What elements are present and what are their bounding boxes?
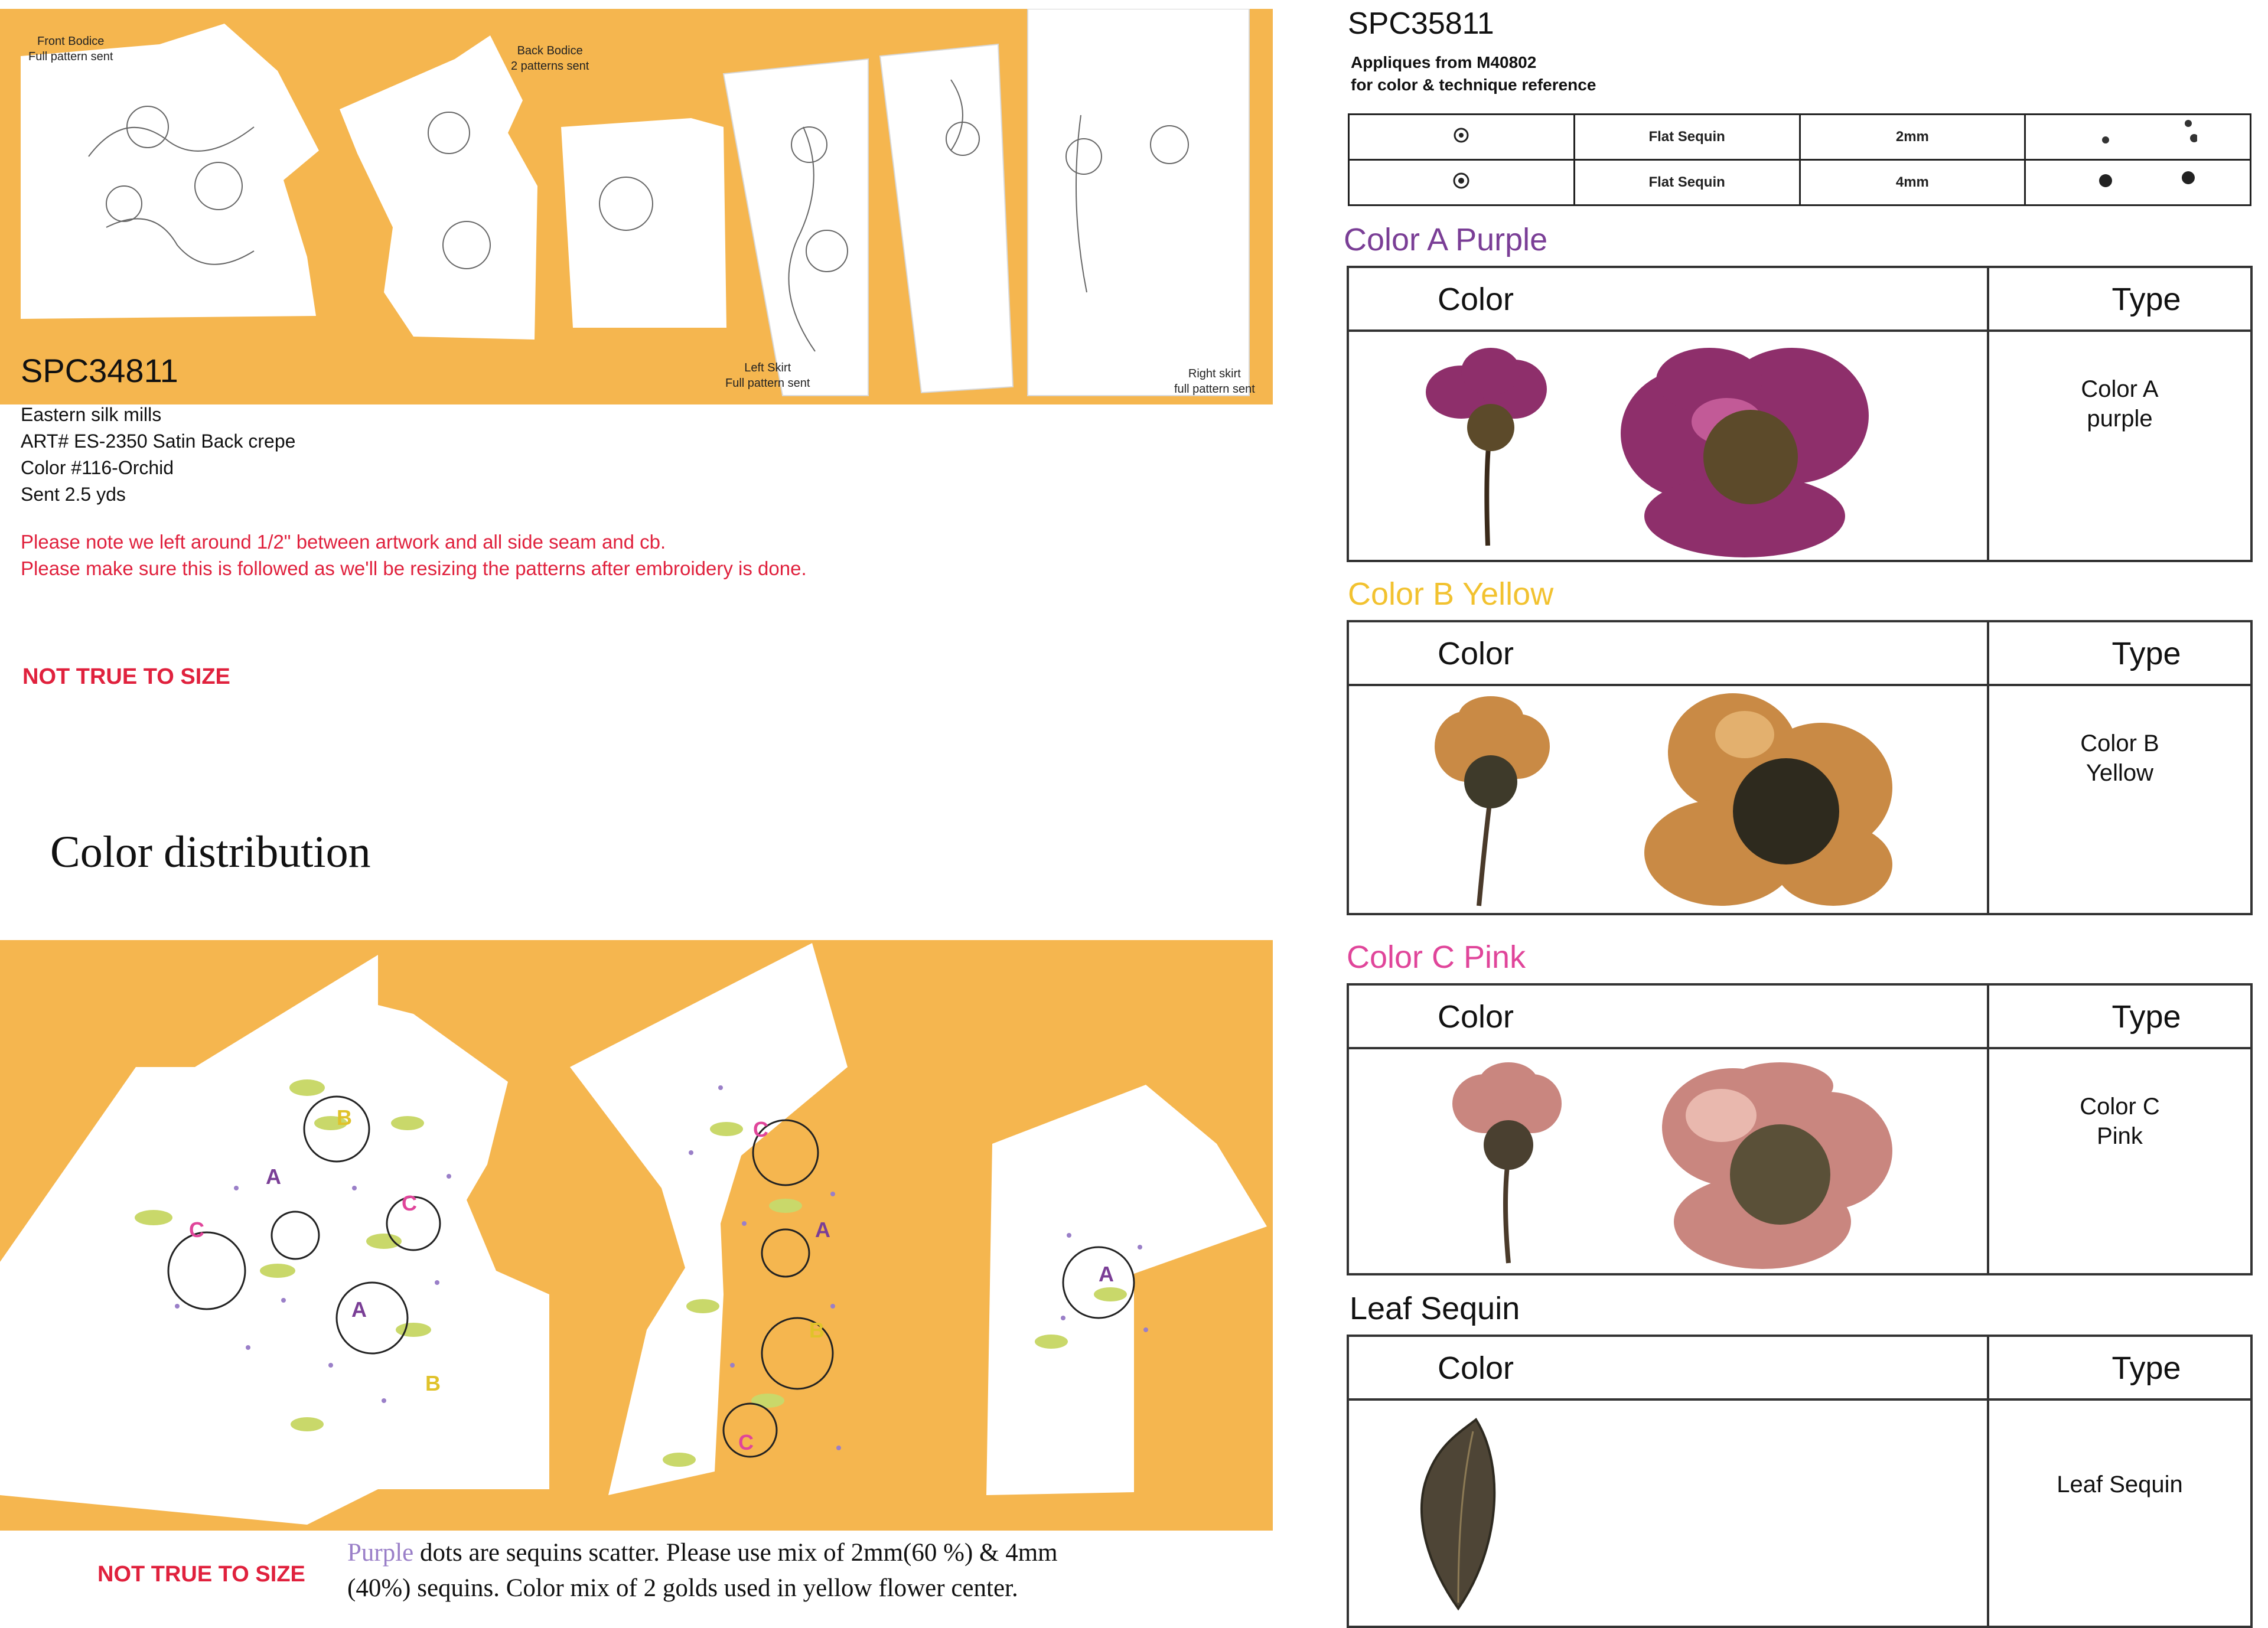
sequin-scatter-note [347, 1535, 1198, 1606]
header-type: Type [2111, 1350, 2181, 1386]
marker-a: A [351, 1297, 367, 1322]
marker-c: C [738, 1430, 754, 1454]
marker-b: B [425, 1371, 441, 1395]
section-a-title: Color A Purple [1344, 222, 1548, 257]
header-color: Color [1438, 999, 1514, 1035]
not-true-to-size-bottom: NOT TRUE TO SIZE [97, 1562, 305, 1587]
sequin-sample-cell [2025, 160, 2251, 205]
sequin-row [1349, 160, 2251, 205]
marker-c: C [753, 1117, 768, 1141]
sequin-size: 2mm [1800, 115, 2025, 160]
fabric-art: ART# ES-2350 Satin Back crepe [21, 430, 296, 452]
style-code: SPC34811 [21, 352, 178, 389]
type-value: Color B Yellow [2080, 730, 2159, 786]
color-distribution-panel [0, 940, 1273, 1531]
sequin-sample-cell [2025, 115, 2251, 160]
sequin-2mm-sample-icon [2079, 118, 2197, 153]
note-purple-word: Purple [347, 1539, 414, 1567]
back-bodice-piece [340, 35, 537, 340]
type-value: Color A purple [2081, 376, 2159, 432]
right-skirt-label: Right skirt full pattern sent [1174, 367, 1255, 396]
marker-a: A [1099, 1262, 1114, 1286]
color-a-appliques [1414, 345, 1934, 557]
color-distribution-title: Color distribution [50, 827, 371, 877]
seam-note-2: Please make sure this is followed as we'll be resizing the patterns after embroidery is done. [21, 557, 807, 579]
note-line-2: (40%) sequins. Color mix of 2 golds used in yellow flower center. [347, 1574, 1018, 1602]
fabric-sent: Sent 2.5 yds [21, 484, 126, 505]
back-bodice-label: Back Bodice 2 patterns sent [511, 44, 589, 73]
sequin-4mm-icon [1452, 172, 1470, 190]
type-value: Color C Pink [2080, 1094, 2160, 1149]
sequin-size: 4mm [1800, 160, 2025, 205]
sequin-row [1349, 115, 2251, 160]
not-true-to-size-top: NOT TRUE TO SIZE [22, 664, 230, 689]
color-b-table [1347, 620, 2253, 915]
marker-a: A [815, 1218, 830, 1242]
front-bodice-distribution [0, 955, 549, 1525]
sequin-4mm-sample-icon [2079, 166, 2197, 195]
spec-code: SPC35811 [1348, 6, 1494, 41]
header-color: Color [1438, 282, 1514, 317]
color-c-appliques [1426, 1062, 1934, 1275]
color-c-table [1347, 983, 2253, 1275]
marker-a: A [266, 1164, 281, 1189]
seam-note-1: Please note we left around 1/2" between artwork and all side seam and cb. [21, 531, 666, 553]
left-skirt-piece-2 [880, 44, 1013, 393]
color-b-appliques [1426, 693, 1934, 912]
back-bodice-distribution [570, 943, 848, 1495]
spec-subtitle-2: for color & technique reference [1351, 76, 1596, 94]
color-a-table [1347, 266, 2253, 562]
marker-b: B [337, 1105, 352, 1130]
header-type: Type [2111, 999, 2181, 1035]
leaf-sequin-table [1347, 1335, 2253, 1628]
fabric-mill: Eastern silk mills [21, 404, 162, 425]
left-skirt-piece [724, 59, 868, 396]
header-type: Type [2111, 282, 2181, 317]
section-c-title: Color C Pink [1347, 939, 1526, 975]
section-leaf-title: Leaf Sequin [1350, 1291, 1520, 1326]
marker-c: C [402, 1191, 417, 1215]
back-small-distribution [986, 1085, 1267, 1495]
header-type: Type [2111, 636, 2181, 671]
section-b-title: Color B Yellow [1348, 576, 1554, 612]
sequin-2mm-icon [1452, 126, 1470, 144]
pattern-layout-panel [0, 9, 1273, 404]
note-line-1: dots are sequins scatter. Please use mix of 2mm(60 %) & 4mm [413, 1539, 1058, 1567]
front-bodice-label: Front Bodice Full pattern sent [28, 35, 113, 63]
marker-c: C [189, 1218, 204, 1242]
right-skirt-piece [1028, 9, 1249, 396]
spec-subtitle-1: Appliques from M40802 [1351, 53, 1537, 71]
header-color: Color [1438, 1350, 1514, 1386]
pattern-pieces-illustration [0, 9, 1273, 404]
sequin-spec-table [1348, 113, 2251, 206]
sequin-type: Flat Sequin [1574, 160, 1800, 205]
fabric-color: Color #116-Orchid [21, 457, 174, 478]
type-value: Leaf Sequin [2057, 1472, 2183, 1498]
header-color: Color [1438, 636, 1514, 671]
sequin-type: Flat Sequin [1574, 115, 1800, 160]
left-skirt-label: Left Skirt Full pattern sent [725, 361, 810, 390]
marker-b: B [809, 1318, 825, 1342]
sequin-icon-cell [1349, 115, 1575, 160]
sequin-icon-cell [1349, 160, 1575, 205]
front-bodice-piece [21, 24, 319, 319]
leaf-sequin-applique [1405, 1414, 1511, 1614]
